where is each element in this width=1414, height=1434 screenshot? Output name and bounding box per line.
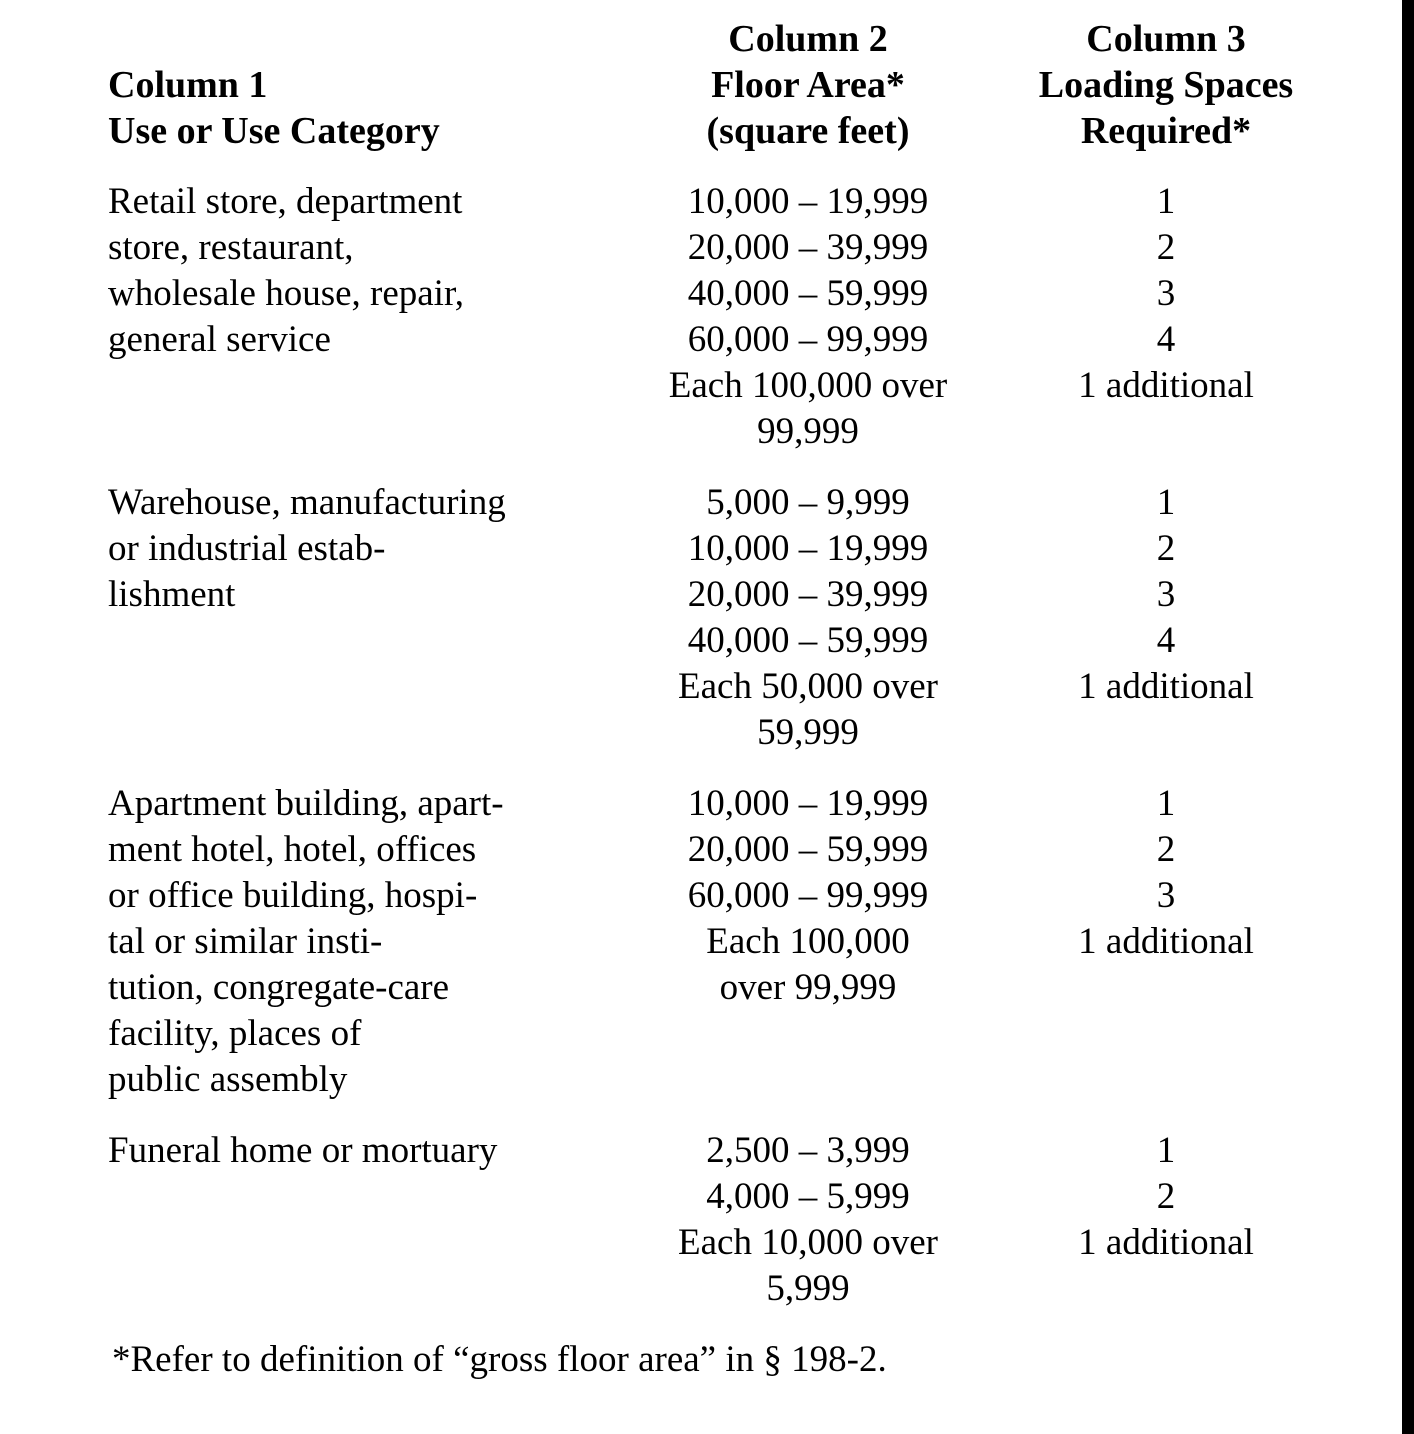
floor-area-cell <box>638 179 978 455</box>
use-line: lishment <box>108 574 236 615</box>
footnote: *Refer to definition of “gross floor area” in § 198-2. <box>112 1339 887 1380</box>
loading-spaces-cell <box>986 1128 1346 1266</box>
use-line: tal or similar insti- <box>108 921 383 962</box>
header-column-1 <box>108 62 638 154</box>
area-line: Each 100,000 <box>706 921 910 962</box>
area-line: Each 50,000 over <box>678 666 938 707</box>
loading-spaces-cell <box>986 179 1346 409</box>
spaces-line: 1 <box>1156 181 1176 222</box>
use-line: Apartment building, apart- <box>108 783 504 824</box>
use-line: tution, congregate-care <box>108 967 450 1008</box>
header-line: Floor Area* <box>711 64 905 106</box>
header-line: (square feet) <box>706 110 910 152</box>
area-line: 20,000 – 39,999 <box>687 227 929 268</box>
floor-area-cell <box>638 781 978 1011</box>
spaces-line: 1 additional <box>1078 1222 1254 1263</box>
area-line: 5,999 <box>766 1268 850 1309</box>
table-row <box>108 480 1368 756</box>
use-category-cell <box>108 781 638 1103</box>
area-line: 2,500 – 3,999 <box>706 1130 910 1171</box>
use-line: or office building, hospi- <box>108 875 478 916</box>
spaces-line: 4 <box>1156 620 1176 661</box>
area-line: 10,000 – 19,999 <box>687 528 929 569</box>
table-row <box>108 1128 1368 1312</box>
spaces-line: 2 <box>1156 528 1176 569</box>
use-category-cell <box>108 1128 638 1174</box>
floor-area-cell <box>638 480 978 756</box>
header-line: Loading Spaces <box>1038 64 1294 106</box>
use-line: Retail store, department <box>108 181 463 222</box>
spaces-line: 1 <box>1156 1130 1176 1171</box>
spaces-line: 2 <box>1156 829 1176 870</box>
spaces-line: 2 <box>1156 1176 1176 1217</box>
spaces-line: 1 <box>1156 482 1176 523</box>
use-line: wholesale house, repair, <box>108 273 465 314</box>
area-line: 40,000 – 59,999 <box>687 620 929 661</box>
area-line: Each 100,000 over <box>668 365 948 406</box>
spaces-line: 1 additional <box>1078 666 1254 707</box>
use-line: ment hotel, hotel, offices <box>108 829 477 870</box>
header-line: Column 3 <box>1086 18 1246 60</box>
use-category-cell <box>108 480 638 618</box>
loading-spaces-table <box>108 16 1368 1383</box>
area-line: 5,000 – 9,999 <box>706 482 910 523</box>
area-line: 59,999 <box>757 712 859 753</box>
header-column-3 <box>986 16 1346 154</box>
header-line: Use or Use Category <box>108 110 440 152</box>
spaces-line: 4 <box>1156 319 1176 360</box>
spaces-line: 2 <box>1156 227 1176 268</box>
use-line: facility, places of <box>108 1013 362 1054</box>
area-line: 60,000 – 99,999 <box>687 875 929 916</box>
area-line: 20,000 – 39,999 <box>687 574 929 615</box>
table-row <box>108 781 1368 1103</box>
area-line: 20,000 – 59,999 <box>687 829 929 870</box>
spaces-line: 1 additional <box>1078 365 1254 406</box>
header-line: Required* <box>1080 110 1252 152</box>
spaces-line: 3 <box>1156 273 1176 314</box>
spaces-line: 3 <box>1156 875 1176 916</box>
area-line: 4,000 – 5,999 <box>706 1176 910 1217</box>
right-edge-rule <box>1402 0 1414 1434</box>
table-row <box>108 179 1368 455</box>
use-line: store, restaurant, <box>108 227 354 268</box>
header-line: Column 1 <box>108 64 268 106</box>
loading-spaces-cell <box>986 480 1346 710</box>
area-line: 60,000 – 99,999 <box>687 319 929 360</box>
header-column-2 <box>638 16 978 154</box>
use-line: Warehouse, manufacturing <box>108 482 506 523</box>
floor-area-cell <box>638 1128 978 1312</box>
spaces-line: 1 <box>1156 783 1176 824</box>
table-header <box>108 16 1368 154</box>
spaces-line: 3 <box>1156 574 1176 615</box>
header-line: Column 2 <box>728 18 888 60</box>
use-category-cell <box>108 179 638 363</box>
loading-spaces-cell <box>986 781 1346 965</box>
area-line: 10,000 – 19,999 <box>687 783 929 824</box>
use-line: Funeral home or mortuary <box>108 1130 498 1171</box>
spaces-line: 1 additional <box>1078 921 1254 962</box>
area-line: 40,000 – 59,999 <box>687 273 929 314</box>
area-line: 99,999 <box>757 411 859 452</box>
use-line: general service <box>108 319 331 360</box>
area-line: Each 10,000 over <box>678 1222 938 1263</box>
area-line: over 99,999 <box>719 967 897 1008</box>
use-line: public assembly <box>108 1059 348 1100</box>
use-line: or industrial estab- <box>108 528 386 569</box>
area-line: 10,000 – 19,999 <box>687 181 929 222</box>
